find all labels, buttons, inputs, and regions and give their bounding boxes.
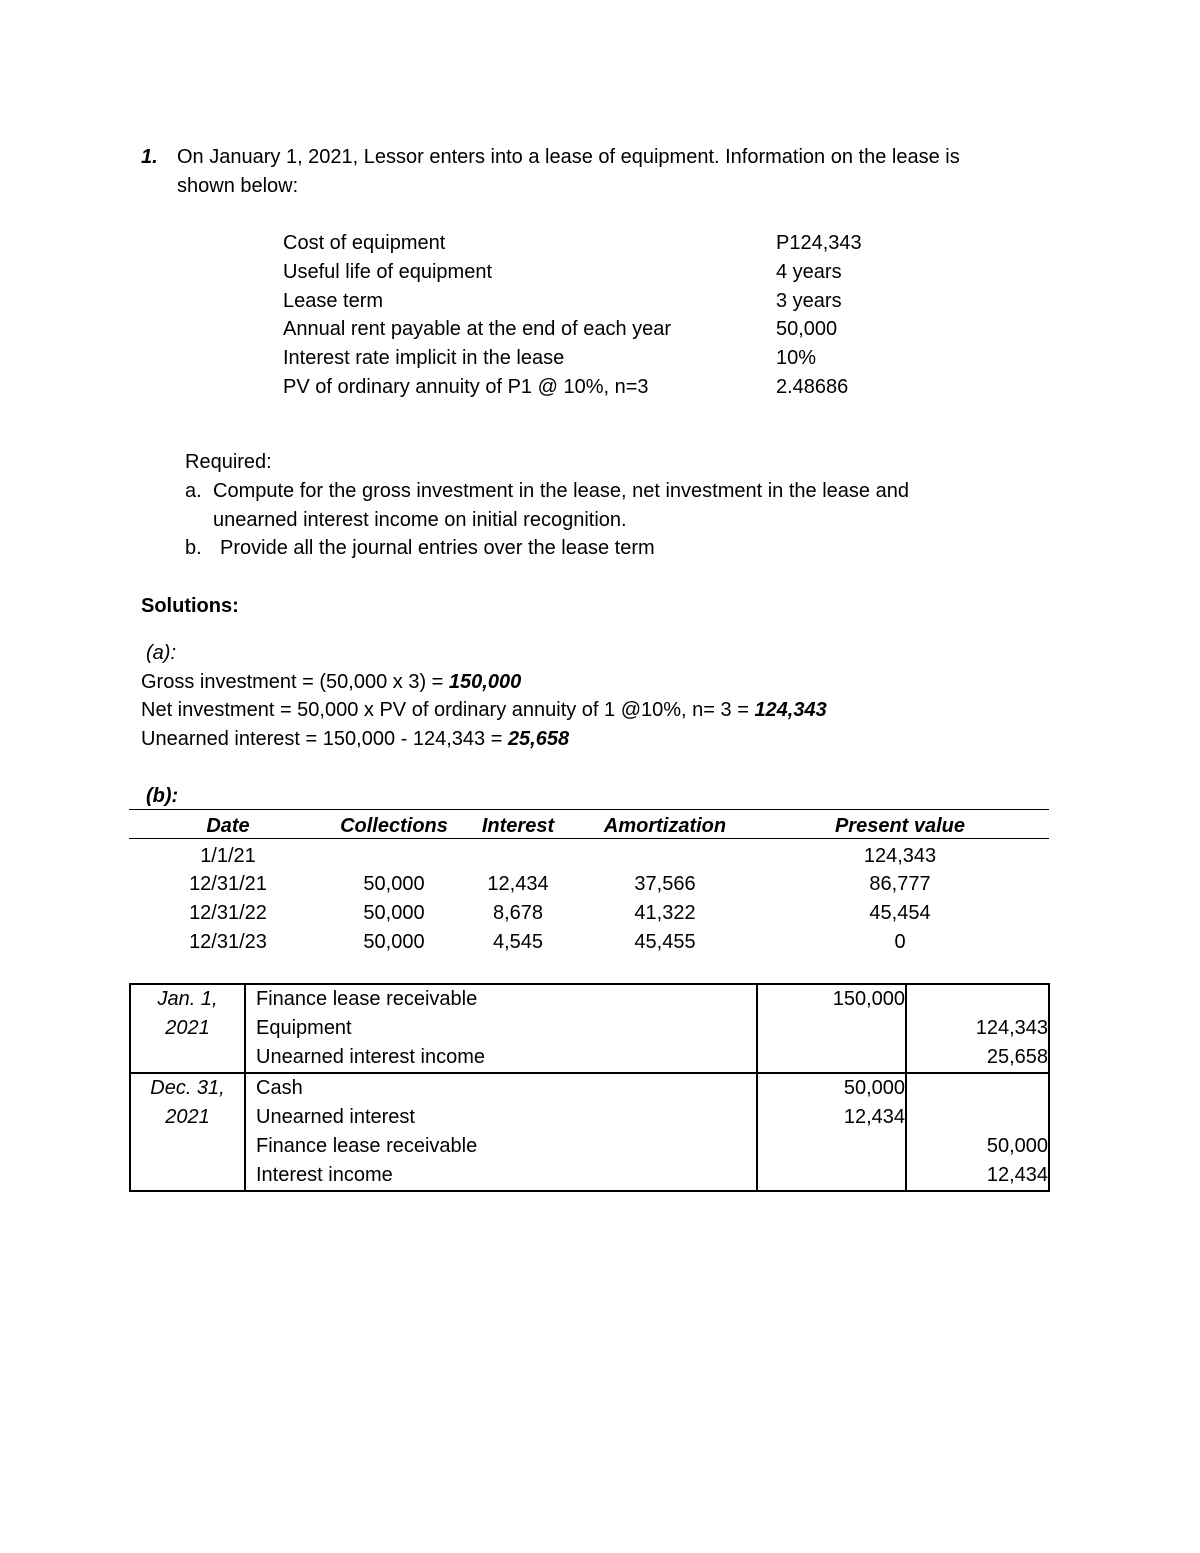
- journal-credit: 25,658: [986, 1046, 1048, 1068]
- gross-investment-text: Gross investment = (50,000 x 3) =: [141, 671, 449, 693]
- journal-account: Cash: [256, 1077, 303, 1099]
- schedule-cell-amortization: 37,566: [634, 873, 696, 895]
- lease-info-value: 4 years: [776, 261, 842, 283]
- journal-account: Finance lease receivable: [256, 1135, 478, 1157]
- lease-info-value: P124,343: [776, 232, 862, 254]
- schedule-cell-pv: 0: [894, 931, 906, 953]
- schedule-cell-collections: 50,000: [363, 931, 425, 953]
- schedule-cell-pv: 45,454: [869, 902, 931, 924]
- schedule-cell-interest: 4,545: [492, 931, 544, 953]
- part-b-label: (b):: [146, 785, 179, 807]
- journal-entry: [130, 984, 1049, 1073]
- journal-credits: [906, 1073, 1049, 1191]
- question-text-line1: On January 1, 2021, Lessor enters into a lease of equipment. Information on the lease is: [177, 146, 960, 168]
- schedule-header-collections: Collections: [340, 815, 448, 837]
- required-a-marker: a.: [185, 480, 202, 502]
- journal-account: Unearned interest income: [256, 1046, 486, 1068]
- journal-account: Equipment: [256, 1017, 352, 1039]
- journal-debit: [758, 1014, 905, 1043]
- journal-date: [130, 1073, 245, 1191]
- schedule-header-amortization: Amortization: [603, 815, 727, 837]
- journal-credits: [906, 984, 1049, 1073]
- journal-entry: [130, 1073, 1049, 1191]
- schedule-cell-date: 12/31/23: [189, 931, 267, 953]
- journal-date-line2: 2021: [165, 1106, 210, 1128]
- journal-debit: 12,434: [843, 1106, 905, 1128]
- lease-info-label: Interest rate implicit in the lease: [283, 347, 565, 369]
- required-heading: Required:: [185, 451, 272, 473]
- journal-credit: [907, 1103, 1048, 1132]
- question-number: 1.: [141, 146, 158, 168]
- journal-debit: 50,000: [843, 1077, 905, 1099]
- unearned-interest-value: 25,658: [507, 728, 570, 750]
- schedule-cell-interest: 12,434: [487, 873, 549, 895]
- required-a-line2: unearned interest income on initial recognition.: [213, 509, 627, 531]
- journal-debit: [758, 1161, 905, 1190]
- required-a-line1: Compute for the gross investment in the lease, net investment in the lease and: [213, 480, 909, 502]
- lease-info-label: Lease term: [283, 290, 384, 312]
- journal-credit: [907, 1074, 1048, 1103]
- required-b-marker: b.: [185, 537, 202, 559]
- journal-account: Unearned interest: [256, 1106, 415, 1128]
- schedule-cell-interest: 8,678: [492, 902, 544, 924]
- journal-credit: [907, 985, 1048, 1014]
- schedule-header-present-value: Present value: [834, 815, 966, 837]
- journal-entries-table: [129, 983, 1050, 1192]
- journal-debits: [757, 1073, 906, 1191]
- journal-accounts: [245, 984, 757, 1073]
- schedule-cell-date: 12/31/21: [189, 873, 267, 895]
- net-investment-line: [141, 700, 827, 720]
- journal-date-line2: 2021: [165, 1017, 210, 1039]
- journal-credit: 12,434: [986, 1164, 1048, 1186]
- part-a-label: (a):: [146, 642, 176, 664]
- journal-date: [130, 984, 245, 1073]
- schedule-cell-amortization: 41,322: [634, 902, 696, 924]
- journal-date-line1: Jan. 1,: [157, 988, 218, 1010]
- lease-info-value: 50,000: [776, 318, 838, 340]
- schedule-top-rule: [129, 809, 1049, 810]
- schedule-cell-date: 12/31/22: [189, 902, 267, 924]
- lease-info-label: Annual rent payable at the end of each year: [283, 318, 672, 340]
- unearned-interest-line: [141, 729, 569, 749]
- lease-info-value: 10%: [776, 347, 817, 369]
- journal-debit: 150,000: [832, 988, 905, 1010]
- journal-credit: 50,000: [986, 1135, 1048, 1157]
- net-investment-value: 124,343: [754, 699, 827, 721]
- schedule-cell-collections: 50,000: [363, 902, 425, 924]
- lease-info-label: Cost of equipment: [283, 232, 446, 254]
- question-text-line2: shown below:: [177, 175, 299, 197]
- journal-debit: [758, 1132, 905, 1161]
- net-investment-text: Net investment = 50,000 x PV of ordinary annuity of 1 @10%, n= 3 =: [141, 699, 755, 721]
- schedule-cell-pv: 124,343: [863, 845, 937, 867]
- schedule-cell-pv: 86,777: [869, 873, 931, 895]
- schedule-header-date: Date: [206, 815, 250, 837]
- gross-investment-value: 150,000: [448, 671, 522, 693]
- solutions-heading: Solutions:: [141, 595, 239, 617]
- gross-investment-line: [141, 672, 521, 692]
- schedule-cell-collections: 50,000: [363, 873, 425, 895]
- lease-info-label: Useful life of equipment: [283, 261, 493, 283]
- schedule-cell-amortization: 45,455: [634, 931, 696, 953]
- journal-credit: 124,343: [975, 1017, 1048, 1039]
- lease-info-value: 3 years: [776, 290, 842, 312]
- journal-date-line1: Dec. 31,: [150, 1077, 225, 1099]
- journal-debit: [758, 1043, 905, 1072]
- journal-debits: [757, 984, 906, 1073]
- required-b-text: Provide all the journal entries over the lease term: [220, 537, 655, 559]
- schedule-cell-date: 1/1/21: [200, 845, 256, 867]
- journal-account: Interest income: [256, 1164, 393, 1186]
- lease-info-value: 2.48686: [776, 376, 849, 398]
- journal-account: Finance lease receivable: [256, 988, 478, 1010]
- schedule-header-interest: Interest: [481, 815, 555, 837]
- journal-accounts: [245, 1073, 757, 1191]
- unearned-interest-text: Unearned interest = 150,000 - 124,343 =: [141, 728, 508, 750]
- lease-info-label: PV of ordinary annuity of P1 @ 10%, n=3: [283, 376, 649, 398]
- schedule-header-rule: [129, 838, 1049, 839]
